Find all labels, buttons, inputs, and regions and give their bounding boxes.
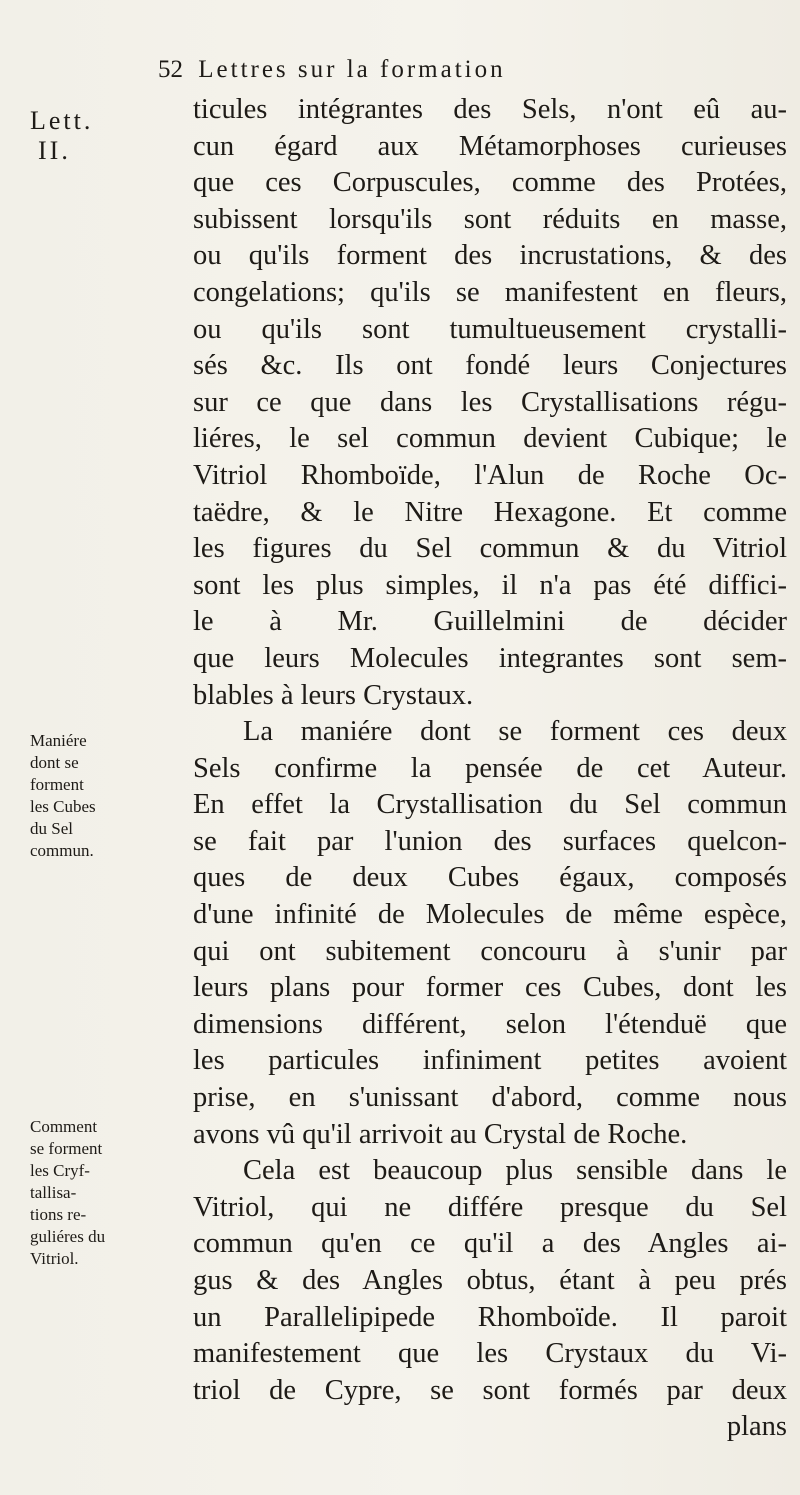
margin-note-line: forment xyxy=(30,775,84,794)
margin-note-line: Vitriol. xyxy=(30,1249,79,1268)
page-number: 52 xyxy=(158,56,183,83)
text-line: gus & des Angles obtus, étant à peu prés xyxy=(193,1265,787,1296)
running-title: Lettres sur la formation xyxy=(198,56,506,83)
margin-note-line: guliéres du xyxy=(30,1227,106,1246)
text-line: Vitriol Rhomboïde, l'Alun de Roche Oc- xyxy=(193,459,787,491)
text-line: que ces Corpuscules, comme des Protées, xyxy=(193,167,787,199)
text-line: les figures du Sel commun & du Vitriol xyxy=(193,533,787,565)
text-line: En effet la Crystallisation du Sel commun xyxy=(193,789,787,821)
margin-note-line: les Cubes xyxy=(30,797,96,816)
text-line: un Parallelipipede Rhomboïde. Il paroit xyxy=(193,1301,787,1333)
text-line: cun égard aux Métamorphoses curieuses xyxy=(193,130,787,162)
text-line: avons vû qu'il arrivoit au Crystal de Roche. xyxy=(193,1118,688,1150)
margin-note-vitriol xyxy=(30,1116,105,1270)
text-line: manifestement que les Crystaux du Vi- xyxy=(193,1338,787,1370)
text-line: liéres, le sel commun devient Cubique; le xyxy=(193,423,787,455)
text-line: Sels confirme la pensée de cet Auteur. xyxy=(193,752,787,784)
text-line: qui ont subitement concouru à s'unir par xyxy=(193,935,787,967)
text-line: ou qu'ils sont tumultueusement crystalli- xyxy=(193,313,787,345)
margin-letter-number xyxy=(30,106,93,166)
text-line: ou qu'ils forment des incrustations, & des xyxy=(193,240,787,272)
text-line: ticules intégrantes des Sels, n'ont eû au- xyxy=(193,94,787,125)
text-line: taëdre, & le Nitre Hexagone. Et comme xyxy=(193,496,787,528)
text-line: que leurs Molecules integrantes sont sem- xyxy=(193,642,787,674)
text-line: sont les plus simples, il n'a pas été diffici- xyxy=(193,569,787,601)
text-line: subissent lorsqu'ils sont réduits en masse, xyxy=(193,203,787,235)
text-line: sés &c. Ils ont fondé leurs Conjectures xyxy=(193,350,787,382)
text-line: leurs plans pour former ces Cubes, dont les xyxy=(193,972,787,1004)
text-line: triol de Cypre, se sont formés par deux xyxy=(193,1374,787,1406)
text-line: dimensions différent, selon l'étenduë que xyxy=(193,1008,787,1040)
margin-note-cubes xyxy=(30,730,96,862)
text-line: commun qu'en ce qu'il a des Angles ai- xyxy=(193,1228,787,1260)
margin-note-line: commun. xyxy=(30,841,94,860)
text-line: Vitriol, qui ne différe presque du Sel xyxy=(193,1191,787,1223)
catchword: plans xyxy=(726,1411,787,1443)
margin-note-line: Maniére xyxy=(30,731,87,750)
text-line: blables à leurs Crystaux. xyxy=(193,679,474,711)
text-line: prise, en s'unissant d'abord, comme nous xyxy=(193,1082,787,1114)
margin-note-line: Comment xyxy=(30,1117,98,1136)
running-head xyxy=(158,56,506,84)
text-line: d'une infinité de Molecules de même espèce, xyxy=(193,899,787,931)
margin-note-line: les Cryf- xyxy=(30,1161,90,1180)
text-line: La maniére dont se forment ces deux xyxy=(243,716,787,748)
margin-letter-label: Lett. xyxy=(30,106,94,135)
main-text xyxy=(193,92,787,1446)
margin-note-line: tions re- xyxy=(30,1205,87,1224)
margin-note-line: se forment xyxy=(30,1139,103,1158)
margin-note-line: dont se xyxy=(30,753,79,772)
margin-note-line: du Sel xyxy=(30,819,73,838)
margin-letter-roman: II. xyxy=(38,136,71,165)
text-line: les particules infiniment petites avoient xyxy=(193,1045,787,1077)
margin-note-line: tallisa- xyxy=(30,1183,77,1202)
text-line: ques de deux Cubes égaux, composés xyxy=(193,862,787,894)
text-line: Cela est beaucoup plus sensible dans le xyxy=(243,1155,787,1187)
text-line: congelations; qu'ils se manifestent en fleurs, xyxy=(193,276,787,308)
text-line: sur ce que dans les Crystallisations régu- xyxy=(193,386,787,418)
text-line: le à Mr. Guillelmini de décider xyxy=(193,606,787,638)
text-line: se fait par l'union des surfaces quelcon- xyxy=(193,825,787,857)
